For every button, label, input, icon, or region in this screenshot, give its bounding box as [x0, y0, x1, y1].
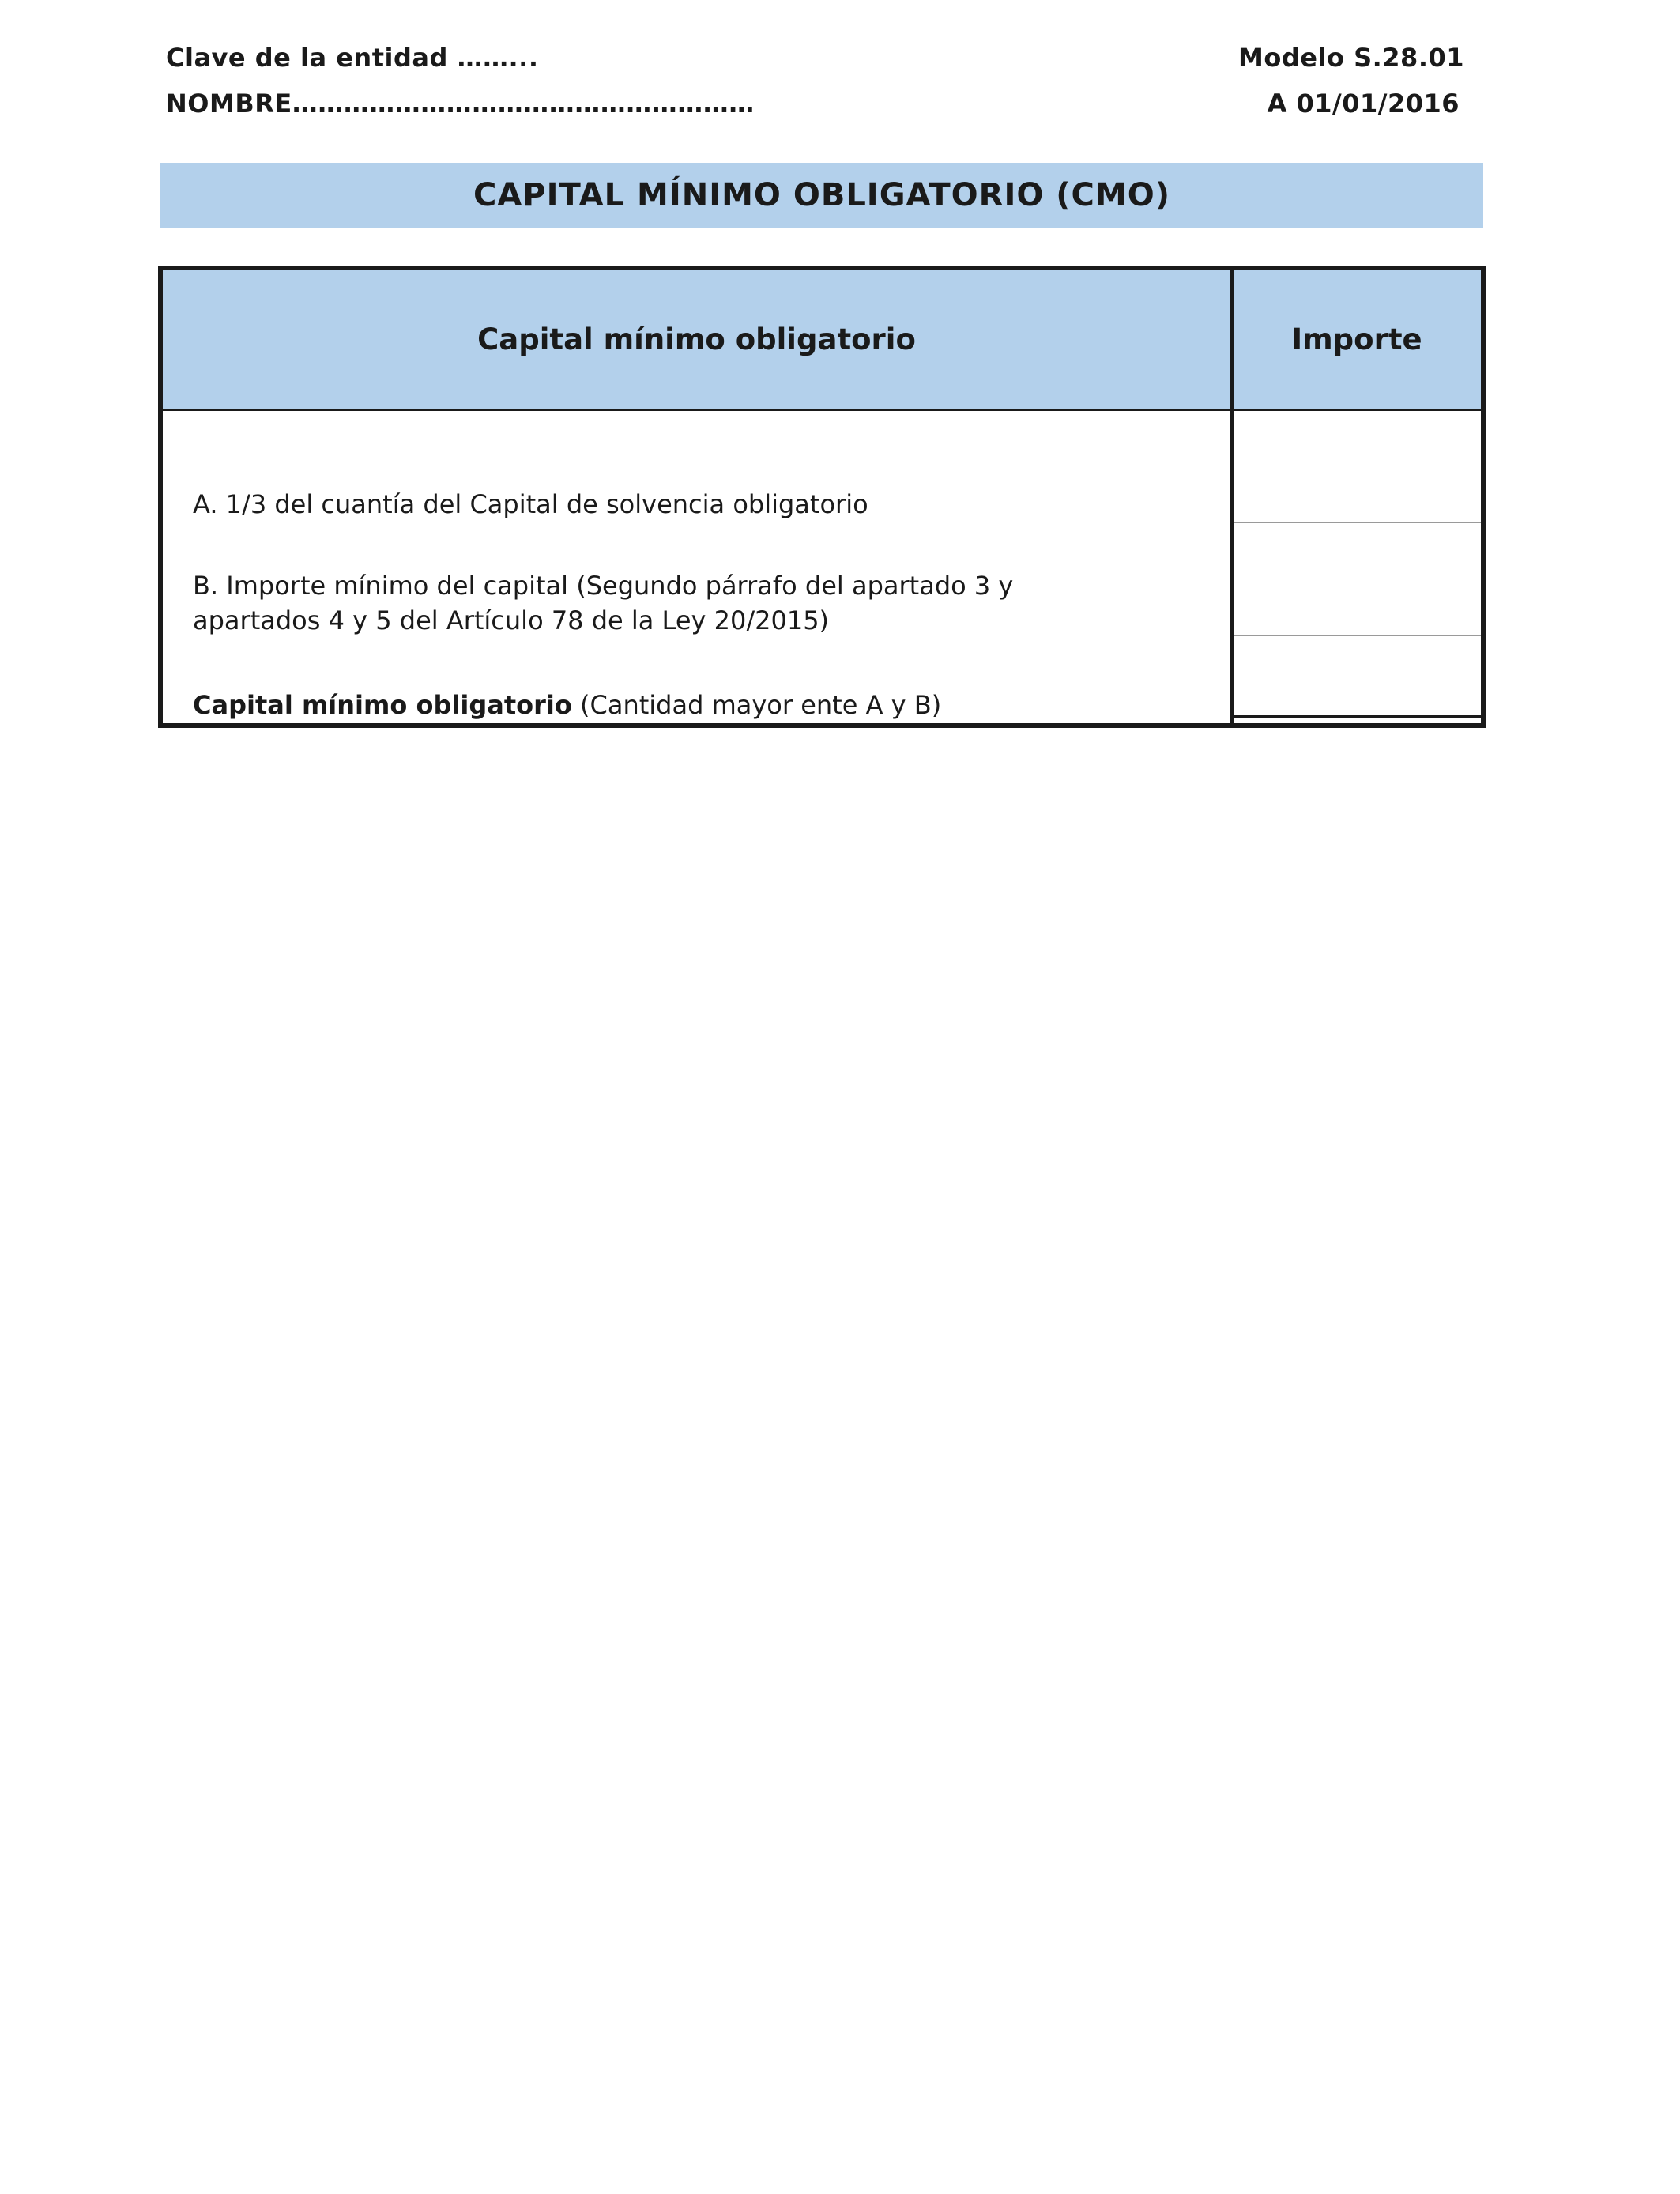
- row-label-a: A. 1/3 del cuantía del Capital de solvencia obligatorio: [193, 489, 868, 519]
- column-header-concept: Capital mínimo obligatorio: [163, 270, 1230, 411]
- row-label-b: [193, 568, 1013, 638]
- amount-cell-total[interactable]: [1234, 636, 1481, 718]
- row-label-total-rest: (Cantidad mayor ente A y B): [571, 690, 942, 720]
- column-header-amount: Importe: [1233, 270, 1481, 411]
- entity-code-label: Clave de la entidad ……...: [166, 43, 539, 73]
- amount-cell-a[interactable]: [1234, 411, 1481, 523]
- row-label-total: [193, 688, 941, 722]
- row-label-total-bold: Capital mínimo obligatorio: [193, 690, 572, 720]
- document-title-bar: [160, 163, 1483, 228]
- document-title: CAPITAL MÍNIMO OBLIGATORIO (CMO): [473, 177, 1171, 213]
- row-label-b-line1: B. Importe mínimo del capital (Segundo párrafo del apartado 3 y: [193, 571, 1014, 601]
- row-label-b-line2: apartados 4 y 5 del Artículo 78 de la Ley 20/2015): [193, 605, 830, 635]
- model-number: Modelo S.28.01: [1238, 43, 1464, 73]
- report-date: A 01/01/2016: [1267, 89, 1460, 119]
- cmo-table: [158, 266, 1486, 728]
- amount-cell-b[interactable]: [1234, 523, 1481, 636]
- entity-name-label: NOMBRE………………………………………………: [166, 89, 755, 119]
